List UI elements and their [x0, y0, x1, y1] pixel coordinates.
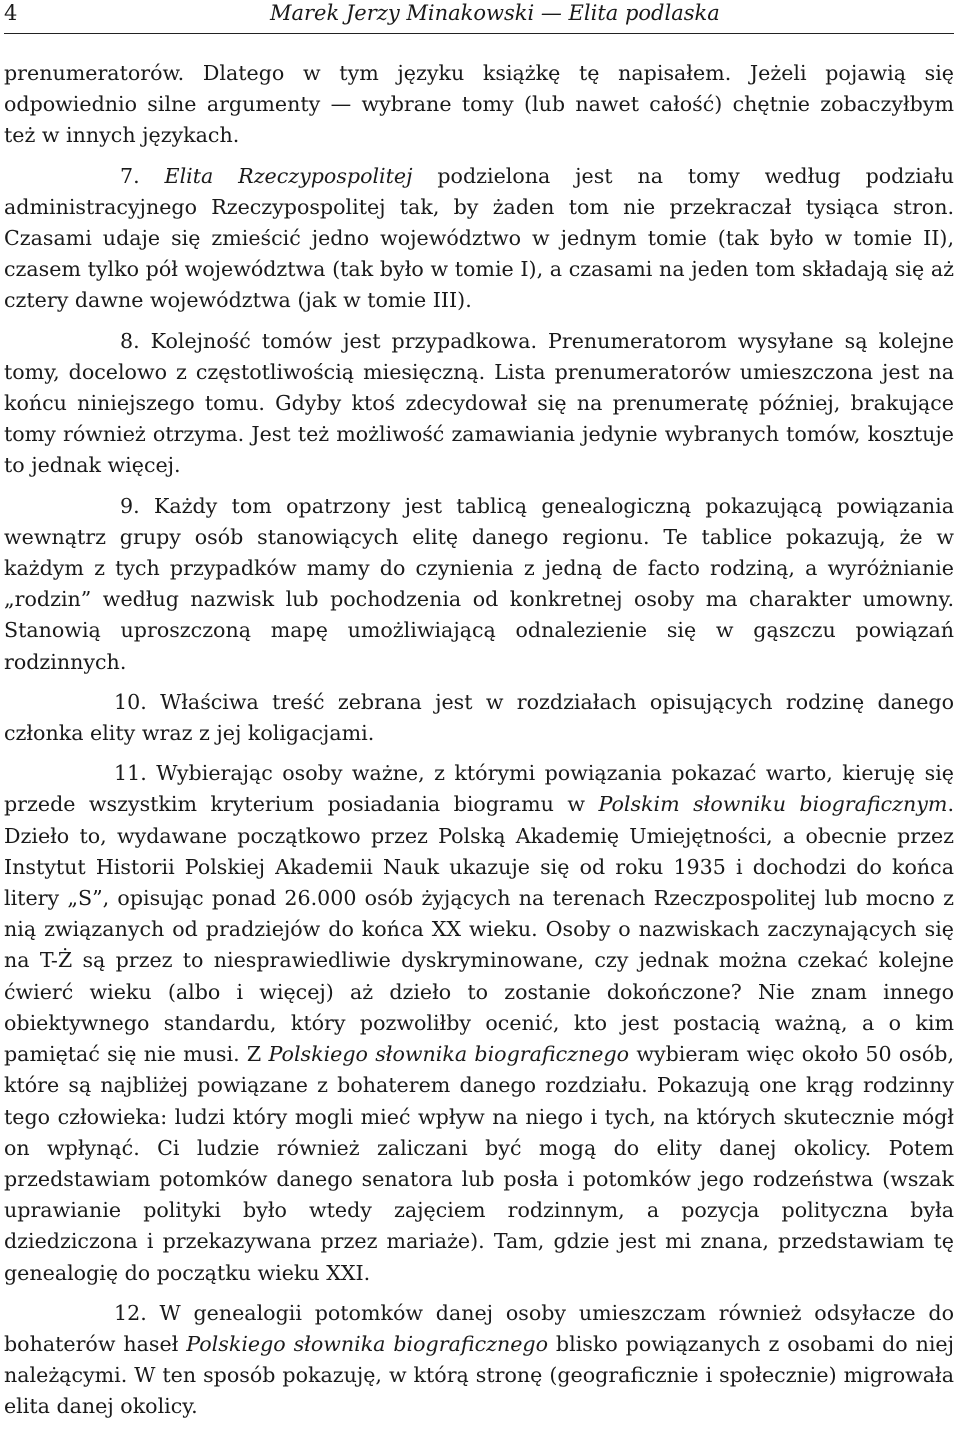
paragraph-7: [4, 161, 954, 317]
paragraph-8: 8. Kolejność tomów jest przypadkowa. Prenumeratorom wysyłane są kolejne tomy, docelowo z częstotliwością miesięczną. Lista prenumeratorów umieszczona jest na końcu niniejszego tomu. Gdyby ktoś zdecydował się na prenumeratę później, brakujące tomy również otrzyma. Jest też możliwość zamawiania jedynie wybranych tomów, kosztuje to jednak więcej.: [4, 328, 954, 478]
running-head-title: Marek Jerzy Minakowski — Elita podlaska: [270, 1, 720, 25]
running-header: [4, 0, 954, 28]
paragraph-11-italic-title-2: Polskiego słownika biograficznego: [268, 1042, 630, 1067]
paragraph-7-text: podzielona jest na tomy według podziału administracyjnego Rzeczypospolitej tak, by żaden tom nie przekraczał tysiąca stron. Czasami udaje się zmieścić jedno województwo w jednym tomie (tak było w tomie II), czasem tylko pół województwa (tak było w tomie I), a czasami na jeden tom składają się aż cztery dawne województwa (jak w tomie III).: [4, 163, 955, 313]
paragraph-12-text-a: 12. W genealogii potomków danej osoby umieszczam również odsyłacze do bohaterów haseł: [4, 1300, 954, 1356]
paragraph-9: 9. Każdy tom opatrzony jest tablicą genealogiczną pokazującą powiązania wewnątrz grupy osób stanowiących elitę danego regionu. Te tablice pokazują, że w każdym z tych przypadków mamy do czynienia z jedną de facto rodziną, a wyróżnianie „rodzin” według nazwisk lub pochodzenia od konkretnej osoby ma charakter umowny. Stanowią uproszczoną mapę umożliwiającą odnalezienie się w gąszczu powiązań rodzinnych.: [4, 493, 954, 674]
document-page: [4, 0, 954, 1450]
body-text: [4, 58, 954, 1432]
paragraph-11-text-c: wybieram więc około 50 osób, które są najbliżej powiązane z bohaterem danego rozdziału. Pokazują one krąg rodzinny tego człowieka: ludzi który mogli mieć wpływ na niego i tych, na których skutecznie mógł on wpłynąć. Ci ludzie również zaliczani być mogą do elity danej okolicy. Potem przedstawiam potomków danego senatora lub posła i potomków jego rodzeństwa (wszak uprawianie polityki było wtedy zajęciem rodzinnym, a pozycja polityczna była dziedziczona i przekazywana przez mariaże). Tam, gdzie jest mi znana, przedstawiam tę genealogię do początku wieku XXI.: [4, 1042, 954, 1285]
page-number: 4: [4, 1, 18, 25]
paragraph-12-italic-title: Polskiego słownika biograficznego: [186, 1331, 549, 1356]
paragraph-7-italic-title: Elita Rzeczypospolitej: [164, 163, 413, 188]
paragraph-7-number: 7.: [120, 163, 140, 188]
paragraph-11-text-b: . Dzieło to, wydawane początkowo przez Polską Akademię Umiejętności, a obecnie przez Instytut Historii Polskiej Akademii Nauk ukazuje się od roku 1935 i dochodzi do końca litery „S”, opisując ponad 26.000 osób żyjących na terenach Rzeczpospolitej lub mocno z nią związanych od pradziejów do końca XX wieku. Osoby o nazwiskach zaczynających się na T-Ż są przez to niesprawiedliwie dyskryminowane, czy jednak można czekać kolejne ćwierć wieku (albo i więcej) aż dzieło to zostanie dokończone? Nie znam innego obiektywnego standardu, który pozwoliłby ocenić, kto jest postacią ważną, a o kim pamiętać się nie musi. Z: [4, 792, 954, 1067]
paragraph-11-text-a: 11. Wybierając osoby ważne, z którymi powiązania pokazać warto, kieruję się przede wszystkim kryterium posiadania biogramu w: [4, 761, 954, 817]
paragraph-11-italic-title-1: Polskim słowniku biograficznym: [598, 792, 948, 817]
paragraph-12-text-b: blisko powiązanych z osobami do niej należącymi. W ten sposób pokazuję, w którą stronę (geograficznie i społecznie) migrowała elita danej okolicy.: [4, 1331, 954, 1419]
paragraph-12: [4, 1298, 954, 1423]
paragraph-11: [4, 758, 954, 1288]
header-rule: [4, 33, 954, 34]
paragraph-10: 10. Właściwa treść zebrana jest w rozdziałach opisujących rodzinę danego członka elity wraz z jej koligacjami.: [4, 689, 954, 746]
paragraph-continuation: prenumeratorów. Dlatego w tym języku książkę tę napisałem. Jeżeli pojawią się odpowiednio silne argumenty — wybrane tomy (lub nawet całość) chętnie zobaczyłbym też w innych językach.: [4, 61, 954, 148]
